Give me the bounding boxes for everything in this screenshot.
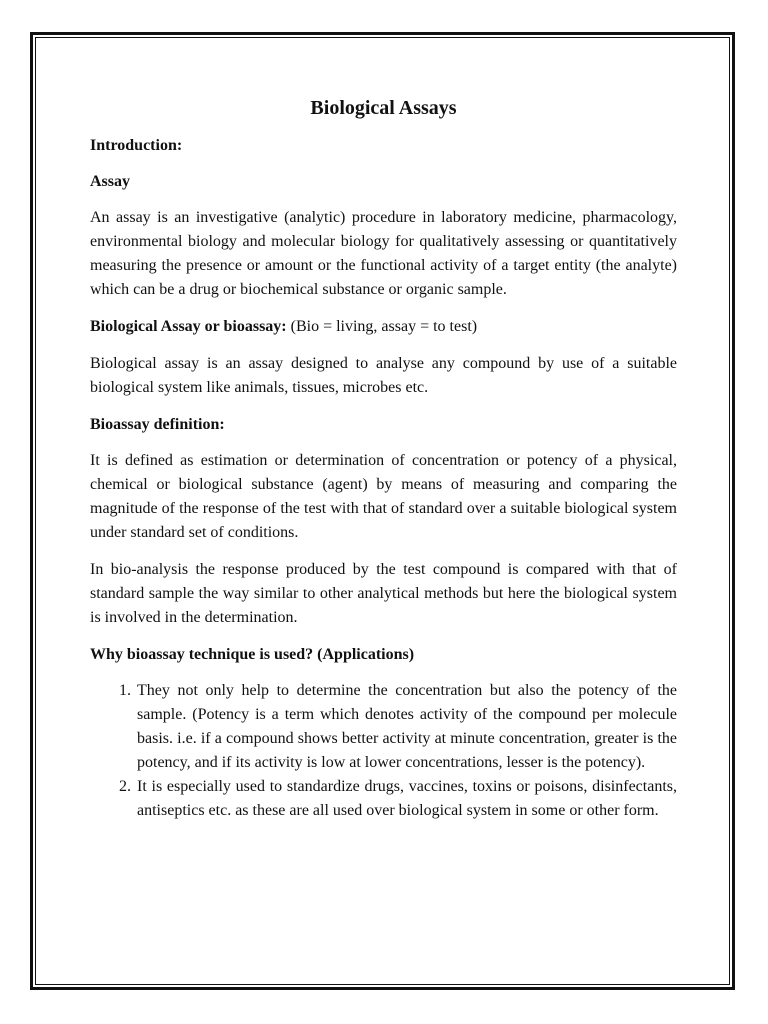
applications-heading: Why bioassay technique is used? (Applications) bbox=[90, 646, 415, 663]
bioanalysis-paragraph: In bio-analysis the response produced by the test compound is compared with that of standard sample the way similar to other analytical methods but here the biological system is involved in the determination. bbox=[90, 561, 677, 626]
applications-list bbox=[90, 679, 677, 823]
bioassay-heading: Biological Assay or bioassay: bbox=[90, 318, 287, 335]
assay-heading: Assay bbox=[90, 173, 131, 190]
list-item: 1. They not only help to determine the concentration but also the potency of the sample. (Potency is a term which denotes activity of the compound per molecule basis. i.e. if a compound shows better activity at minute concentration, greater is the potency, and if its activity is low at lower concentrations, lesser is the potency). bbox=[135, 679, 677, 775]
list-item: 2. It is especially used to standardize drugs, vaccines, toxins or poisons, disinfectants, antiseptics etc. as these are all used over biological system in some or other form. bbox=[135, 775, 677, 823]
bioassay-paragraph: Biological assay is an assay designed to analyse any compound by use of a suitable biological system like animals, tissues, microbes etc. bbox=[90, 355, 677, 396]
introduction-heading: Introduction: bbox=[90, 137, 183, 154]
assay-paragraph: An assay is an investigative (analytic) procedure in laboratory medicine, pharmacology, environmental biology and molecular biology for qualitatively assessing or quantitatively measuring the presence or amount or the functional activity of a target entity (the analyte) which can be a drug or biochemical substance or organic sample. bbox=[90, 209, 677, 298]
definition-paragraph: It is defined as estimation or determination of concentration or potency of a physical, chemical or biological substance (agent) by means of measuring and comparing the magnitude of the response of the test with that of standard over a suitable biological system under standard set of conditions. bbox=[90, 452, 677, 541]
bioassay-heading-note: (Bio = living, assay = to test) bbox=[286, 318, 478, 335]
document-body bbox=[90, 94, 677, 823]
document-title: Biological Assays bbox=[310, 97, 457, 119]
definition-heading: Bioassay definition: bbox=[90, 416, 225, 433]
bioassay-heading-line bbox=[90, 315, 677, 339]
